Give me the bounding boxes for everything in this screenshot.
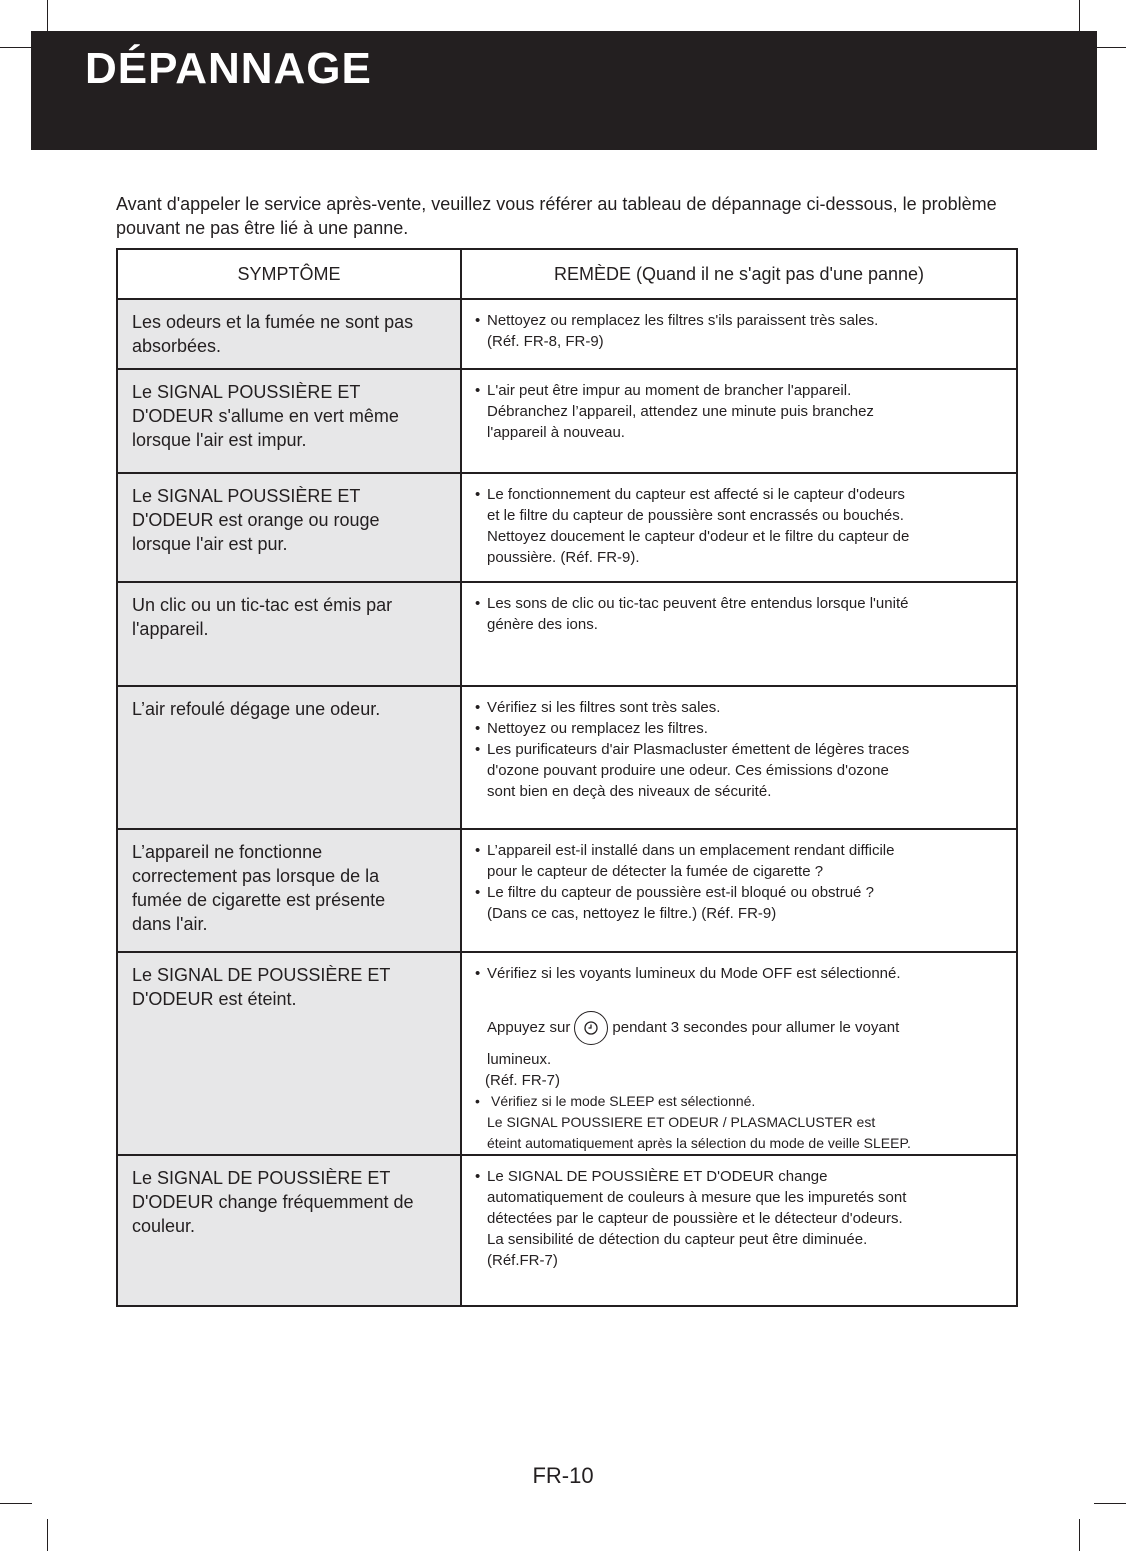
remedy-ref: (Réf. FR-7) bbox=[485, 1072, 560, 1089]
remedy-cell bbox=[461, 299, 1017, 369]
symptom-cell bbox=[117, 686, 461, 829]
remedy-item: • Les sons de clic ou tic-tac peuvent être entendus lorsque l'unité génère des ions. bbox=[475, 593, 1006, 635]
table-row bbox=[117, 582, 1017, 686]
table-header-row bbox=[117, 249, 1017, 299]
table-row bbox=[117, 299, 1017, 369]
symptom-text: Le SIGNAL DE POUSSIÈRE ET D'ODEUR change fréquemment de couleur. bbox=[132, 1168, 414, 1236]
crop-mark-bottom-right bbox=[1079, 1519, 1080, 1551]
remedy-press-line bbox=[475, 988, 1006, 1047]
crop-mark-bottom-right-h bbox=[1094, 1503, 1126, 1504]
remedy-cell bbox=[461, 582, 1017, 686]
press-text-after: pendant 3 secondes pour allumer le voyant bbox=[612, 1018, 900, 1036]
symptom-cell bbox=[117, 582, 461, 686]
table-row bbox=[117, 686, 1017, 829]
page-number: FR-10 bbox=[532, 1463, 594, 1488]
symptom-text: L’air refoulé dégage une odeur. bbox=[132, 699, 381, 719]
symptom-text: Le SIGNAL DE POUSSIÈRE ET D'ODEUR est éteint. bbox=[132, 965, 391, 1009]
remedy-item: • Vérifiez si les voyants lumineux du Mode OFF est sélectionné. bbox=[475, 963, 1006, 984]
symptom-text: Les odeurs et la fumée ne sont pas absorbées. bbox=[132, 312, 414, 356]
symptom-text: Un clic ou un tic-tac est émis par l'appareil. bbox=[132, 595, 393, 639]
symptom-cell bbox=[117, 952, 461, 1155]
remedy-item: • Vérifiez si les filtres sont très sales. bbox=[475, 697, 1006, 718]
table-row bbox=[117, 952, 1017, 1155]
intro-text: Avant d'appeler le service après-vente, veuillez vous référer au tableau de dépannage ci-dessous, le problème pouvant ne pas être lié à une panne. bbox=[116, 194, 997, 238]
crop-mark-top-right bbox=[1079, 0, 1080, 32]
remedy-cell bbox=[461, 829, 1017, 952]
remedy-cell bbox=[461, 473, 1017, 582]
remedy-item: • L’appareil est-il installé dans un emplacement rendant difficile pour le capteur de détecter la fumée de cigarette ? bbox=[475, 840, 1006, 882]
remedy-cell bbox=[461, 952, 1017, 1155]
header-remedy: REMÈDE (Quand il ne s'agit pas d'une panne) bbox=[461, 249, 1017, 299]
remedy-cell bbox=[461, 369, 1017, 473]
crop-mark-top-left bbox=[47, 0, 48, 32]
table-row bbox=[117, 1155, 1017, 1306]
crop-mark-top-left-h bbox=[0, 47, 32, 48]
crop-mark-bottom-left bbox=[47, 1519, 48, 1551]
remedy-cell bbox=[461, 686, 1017, 829]
remedy-item: • Nettoyez ou remplacez les filtres s'ils paraissent très sales. (Réf. FR-8, FR-9) bbox=[475, 310, 1006, 352]
remedy-item: • L'air peut être impur au moment de brancher l'appareil. Débranchez l’appareil, attendez une minute puis branchez l'appareil à nouveau. bbox=[475, 380, 1006, 443]
table-row bbox=[117, 829, 1017, 952]
symptom-text: L’appareil ne fonctionne correctement pas lorsque de la fumée de cigarette est présente dans l'air. bbox=[132, 842, 386, 934]
troubleshooting-table bbox=[116, 248, 1018, 1307]
page-title: DÉPANNAGE bbox=[85, 44, 372, 93]
remedy-item: • Nettoyez ou remplacez les filtres. bbox=[475, 718, 1006, 739]
remedy-item: • Les purificateurs d'air Plasmacluster émettent de légères traces d'ozone pouvant produire une odeur. Ces émissions d'ozone sont bien en deçà des niveaux de sécurité. bbox=[475, 739, 1006, 802]
clock-icon bbox=[574, 1011, 608, 1045]
remedy-item: • Vérifiez si le mode SLEEP est sélectionné. bbox=[475, 1091, 1006, 1112]
symptom-text: Le SIGNAL POUSSIÈRE ET D'ODEUR est orange ou rouge lorsque l'air est pur. bbox=[132, 486, 380, 554]
symptom-cell bbox=[117, 299, 461, 369]
remedy-line: lumineux. bbox=[487, 1051, 552, 1068]
crop-mark-bottom-left-h bbox=[0, 1503, 32, 1504]
remedy-item: • Le SIGNAL DE POUSSIÈRE ET D'ODEUR change automatiquement de couleurs à mesure que les impuretés sont détectées par le capteur de poussière et le détecteur d'odeurs. La sensibilité de détection du capteur peut être diminuée. (Réf.FR-7) bbox=[475, 1166, 1006, 1271]
remedy-cell bbox=[461, 1155, 1017, 1306]
symptom-text: Le SIGNAL POUSSIÈRE ET D'ODEUR s'allume en vert même lorsque l'air est impur. bbox=[132, 382, 399, 450]
header-symptom: SYMPTÔME bbox=[117, 249, 461, 299]
press-text-before: Appuyez sur bbox=[487, 1018, 571, 1036]
remedy-sleep-text: Le SIGNAL POUSSIERE ET ODEUR / PLASMACLUSTER est éteint automatiquement après la sélection du mode de veille SLEEP. bbox=[487, 1114, 911, 1151]
table-row bbox=[117, 473, 1017, 582]
table-row bbox=[117, 369, 1017, 473]
symptom-cell bbox=[117, 1155, 461, 1306]
symptom-cell bbox=[117, 369, 461, 473]
symptom-cell bbox=[117, 473, 461, 582]
remedy-item: • Le fonctionnement du capteur est affecté si le capteur d'odeurs et le filtre du capteur de poussière sont encrassés ou bouchés. Nettoyez doucement le capteur d'odeur et le filtre du capteur de poussière. (Réf. FR-9). bbox=[475, 484, 1006, 568]
symptom-cell bbox=[117, 829, 461, 952]
crop-mark-top-right-h bbox=[1094, 47, 1126, 48]
remedy-item: • Le filtre du capteur de poussière est-il bloqué ou obstrué ? (Dans ce cas, nettoyez le filtre.) (Réf. FR-9) bbox=[475, 882, 1006, 924]
